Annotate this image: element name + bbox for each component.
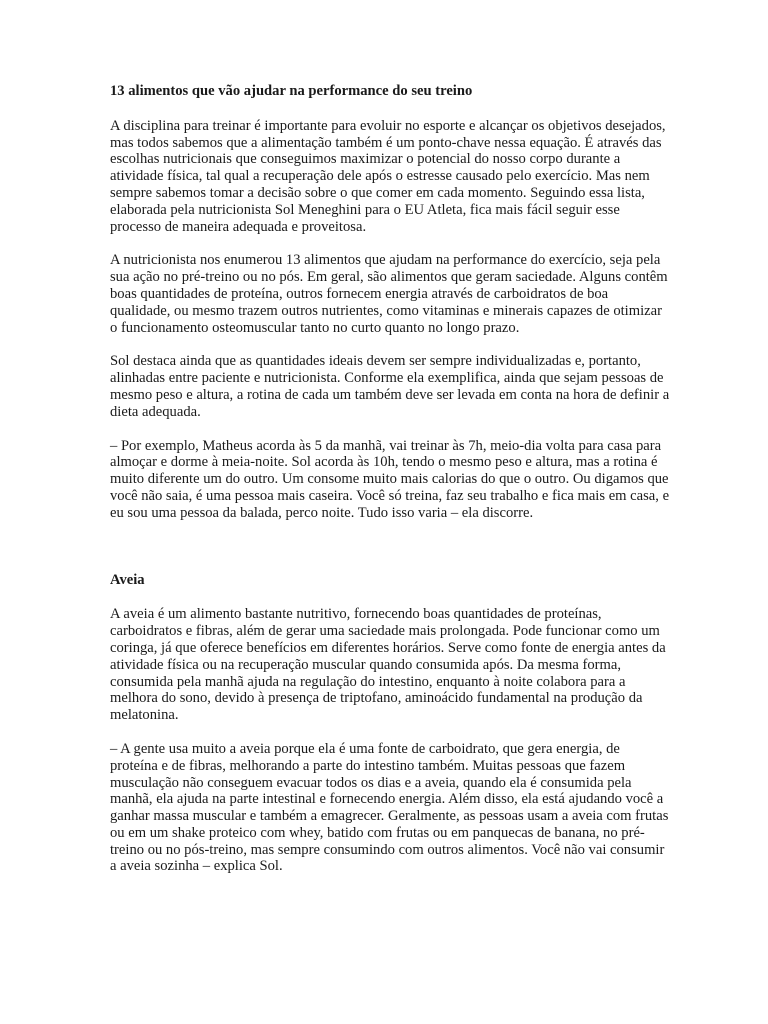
document-page bbox=[110, 83, 670, 892]
section-heading: Aveia bbox=[110, 571, 145, 588]
section-paragraph-2: – A gente usa muito a aveia porque ela é uma fonte de carboidrato, que gera energia, de proteína e de fibras, melhorando a parte do intestino também. Muitas pessoas que fazem musculação não conseguem evacuar todos os dias e a aveia, quando ela é consumida pela manhã, ela ajuda na parte intestinal e fornecendo energia. Além disso, ela está ajudando você a ganhar massa muscular e também a emagrecer. Geralmente, as pessoas usam a aveia com frutas ou em um shake proteico com whey, batido com frutas ou em panquecas de banana, no pré-treino ou no pós-treino, mas sempre consumindo com outros alimentos. Você não vai consumir a aveia sozinha – explica Sol. bbox=[110, 740, 669, 875]
intro-paragraph-2: A nutricionista nos enumerou 13 alimentos que ajudam na performance do exercício, seja pela sua ação no pré-treino ou no pós. Em geral, são alimentos que geram saciedade. Alguns contêm boas quantidades de proteína, outros fornecem energia através de carboidratos de boa qualidade, ou mesmo trazem outros nutrientes, como vitaminas e minerais capazes de otimizar o funcionamento osteomuscular tanto no curto quanto no longo prazo. bbox=[110, 252, 668, 336]
section-paragraph-1: A aveia é um alimento bastante nutritivo, fornecendo boas quantidades de proteínas, carboidratos e fibras, além de gerar uma saciedade mais prolongada. Pode funcionar como um coringa, já que oferece benefícios em diferentes horários. Serve como fonte de energia antes da atividade física ou na recuperação muscular quando consumida após. Da mesma forma, consumida pela manhã ajuda na regulação do intestino, enquanto à noite colabora para a melhora do sono, devido à presença de triptofano, aminoácido fundamental na produção da melatonina. bbox=[110, 606, 666, 724]
section-spacer bbox=[110, 539, 670, 572]
article-title: 13 alimentos que vão ajudar na performance do seu treino bbox=[110, 83, 473, 99]
intro-paragraph-4: – Por exemplo, Matheus acorda às 5 da manhã, vai treinar às 7h, meio-dia volta para casa para almoçar e dorme à meia-noite. Sol acorda às 10h, tendo o mesmo peso e altura, mas a rotina é muito diferente um do outro. Um consome muito mais calorias do que o outro. Ou digamos que você não saia, é uma pessoa mais caseira. Você só treina, faz seu trabalho e fica mais em casa, e eu sou uma pessoa da balada, perco noite. Tudo isso varia – ela discorre. bbox=[110, 437, 670, 521]
intro-paragraph-1: A disciplina para treinar é importante para evoluir no esporte e alcançar os objetivos desejados, mas todos sabemos que a alimentação também é um ponto-chave nessa equação. É através das escolhas nutricionais que conseguimos maximizar o potencial do nosso corpo durante a atividade física, tal qual a recuperação dele após o estresse causado pelo exercício. Mas nem sempre sabemos tomar a decisão sobre o que comer em cada momento. Seguindo essa lista, elaborada pela nutricionista Sol Meneghini para o EU Atleta, fica mais fácil seguir esse processo de maneira adequada e proveitosa. bbox=[110, 117, 666, 235]
intro-paragraph-3: Sol destaca ainda que as quantidades ideais devem ser sempre individualizadas e, portanto, alinhadas entre paciente e nutricionista. Conforme ela exemplifica, ainda que sejam pessoas de mesmo peso e altura, a rotina de cada um também deve ser levada em conta na hora de definir a dieta adequada. bbox=[110, 353, 670, 420]
